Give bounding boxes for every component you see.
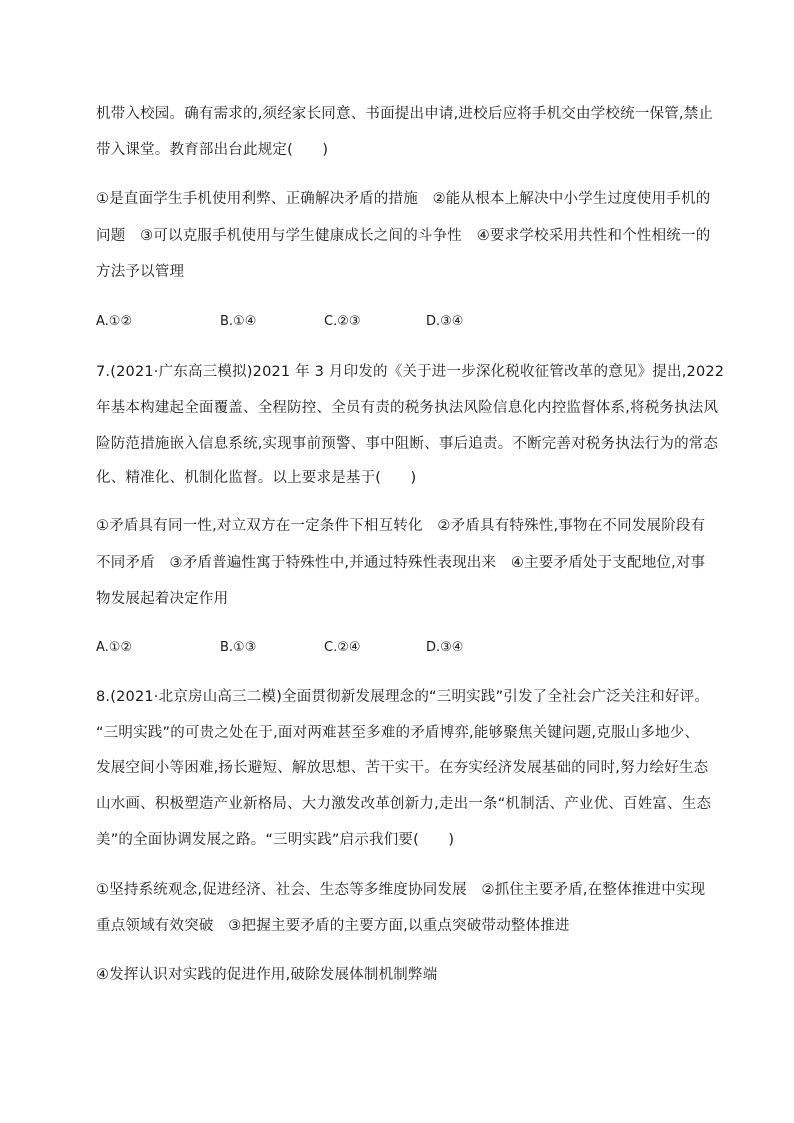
- q7-statement-line-1: ①矛盾具有同一性,对立双方在一定条件下相互转化 ②矛盾具有特殊性,事物在不同发展阶段有: [96, 518, 706, 534]
- q6-option-d[interactable]: D.③④: [426, 314, 464, 329]
- q8-stem-line-3: 发展空间小等困难,扬长避短、解放思想、苦干实干。在夯实经济发展基础的同时,努力绘好生态: [96, 760, 709, 776]
- q8-stem-line-4: 山水画、积极塑造产业新格局、大力激发改革创新力,走出一条“机制活、产业优、百姓富、生态: [96, 796, 712, 812]
- q8-stem-line-5: 美”的全面协调发展之路。“三明实践”启示我们要( ): [96, 832, 455, 848]
- q7-option-b[interactable]: B.①③: [220, 640, 257, 655]
- q6-statement-line-3: 方法予以管理: [96, 264, 185, 280]
- q6-option-b[interactable]: B.①④: [220, 314, 257, 329]
- q7-stem-line-2: 年基本构建起全面覆盖、全程防控、全员有责的税务执法风险信息化内控监督体系,将税务执法风: [96, 400, 719, 416]
- q7-stem-line-4: 化、精准化、机制化监督。以上要求是基于( ): [96, 470, 417, 486]
- q7-option-d[interactable]: D.③④: [426, 640, 464, 655]
- q7-stem-line-3: 险防范措施嵌入信息系统,实现事前预警、事中阻断、事后追责。不断完善对税务执法行为的常态: [96, 436, 719, 452]
- q6-statement-line-1: ①是直面学生手机使用利弊、正确解决矛盾的措施 ②能从根本上解决中小学生过度使用手机的: [96, 191, 711, 207]
- q8-statement-line-1: ①坚持系统观念,促进经济、社会、生态等多维度协同发展 ②抓住主要矛盾,在整体推进中实现: [96, 882, 706, 898]
- q7-statement-line-2: 不同矛盾 ③矛盾普遍性寓于特殊性中,并通过特殊性表现出来 ④主要矛盾处于支配地位,对事: [96, 555, 706, 571]
- q6-stem-line-1: 机带入校园。确有需求的,须经家长同意、书面提出申请,进校后应将手机交由学校统一保管,禁止: [96, 106, 714, 122]
- q8-stem-line-1: 8.(2021·北京房山高三二模)全面贯彻新发展理念的“三明实践”引发了全社会广泛关注和好评。: [96, 689, 710, 705]
- q7-option-a[interactable]: A.①②: [96, 640, 133, 655]
- q6-stem-line-2: 带入课堂。教育部出台此规定( ): [96, 142, 329, 158]
- q6-option-c[interactable]: C.②③: [324, 314, 361, 329]
- q8-statement-line-3: ④发挥认识对实践的促进作用,破除发展体制机制弊端: [96, 967, 438, 983]
- q7-option-c[interactable]: C.②④: [324, 640, 361, 655]
- q7-stem-line-1: 7.(2021·广东高三模拟)2021 年 3 月印发的《关于进一步深化税收征管改革的意见》提出,2022: [96, 364, 725, 380]
- q8-stem-line-2: “三明实践”的可贵之处在于,面对两难甚至多难的矛盾博弈,能够聚焦关键问题,克服山多地少、: [96, 725, 700, 741]
- q7-statement-line-3: 物发展起着决定作用: [96, 591, 229, 607]
- q6-statement-line-2: 问题 ③可以克服手机使用与学生健康成长之间的斗争性 ④要求学校采用共性和个性相统一的: [96, 228, 711, 244]
- q6-option-a[interactable]: A.①②: [96, 314, 133, 329]
- q8-statement-line-2: 重点领域有效突破 ③把握主要矛盾的主要方面,以重点突破带动整体推进: [96, 918, 570, 934]
